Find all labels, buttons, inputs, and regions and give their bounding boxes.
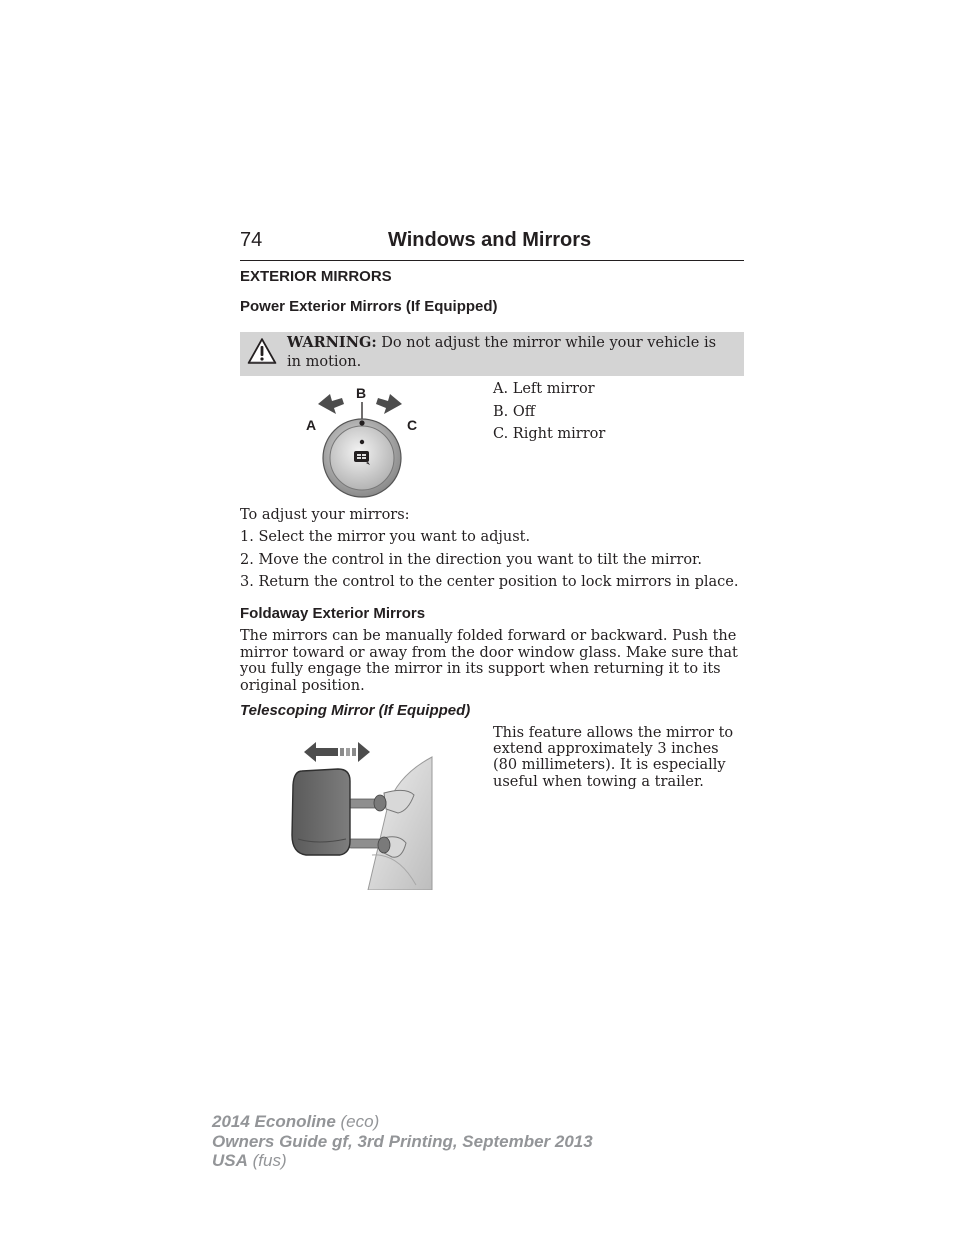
label-a: A	[306, 417, 317, 433]
legend-item: A. Left mirror	[493, 381, 595, 397]
section-title: EXTERIOR MIRRORS	[240, 268, 392, 285]
warning-label: WARNING:	[287, 334, 377, 351]
page-header	[240, 229, 744, 261]
footer-model: 2014 Econoline	[212, 1112, 336, 1131]
page-footer	[212, 1112, 593, 1171]
warning-text	[287, 333, 727, 372]
steps-intro: To adjust your mirrors:	[240, 507, 410, 523]
step-item: 2. Move the control in the direction you want to tilt the mirror.	[240, 552, 703, 568]
telescoping-mirror-figure	[288, 735, 436, 890]
power-mirrors-heading: Power Exterior Mirrors (If Equipped)	[240, 298, 498, 315]
footer-guide: Owners Guide gf, 3rd Printing, September 2013	[212, 1131, 593, 1151]
warning-triangle-icon	[247, 337, 277, 365]
extend-arrow-icon	[304, 742, 370, 762]
figure-legend	[493, 378, 605, 446]
legend-item: B. Off	[493, 403, 536, 420]
footer-model-code: (eco)	[340, 1112, 380, 1131]
telescoping-heading: Telescoping Mirror (If Equipped)	[240, 702, 471, 719]
chapter-title: Windows and Mirrors	[388, 229, 592, 251]
step-item: 3. Return the control to the center position to lock mirrors in place.	[240, 574, 739, 590]
step-item: 1. Select the mirror you want to adjust.	[240, 529, 531, 545]
warning-body: Do not adjust the mirror while your vehicle is in motion.	[287, 335, 717, 370]
legend-item: C. Right mirror	[493, 426, 606, 442]
foldaway-text: The mirrors can be manually folded forward or backward. Push the mirror toward or away from the door window glass. Make sure that you fully engage the mirror in its support when returning it to its original position.	[240, 628, 738, 694]
left-arrow-icon	[318, 394, 344, 414]
mirror-control-figure	[298, 380, 428, 500]
telescoping-text: This feature allows the mirror to extend approximately 3 inches (80 millimeters). It is especially useful when towing a trailer.	[493, 725, 734, 790]
right-arrow-icon	[376, 394, 402, 414]
label-c: C	[407, 417, 418, 433]
label-b: B	[356, 385, 367, 401]
foldaway-heading: Foldaway Exterior Mirrors	[240, 605, 426, 622]
footer-market: USA	[212, 1151, 248, 1170]
warning-box	[240, 332, 744, 376]
page-number: 74	[240, 229, 263, 251]
footer-market-code: (fus)	[252, 1151, 287, 1170]
